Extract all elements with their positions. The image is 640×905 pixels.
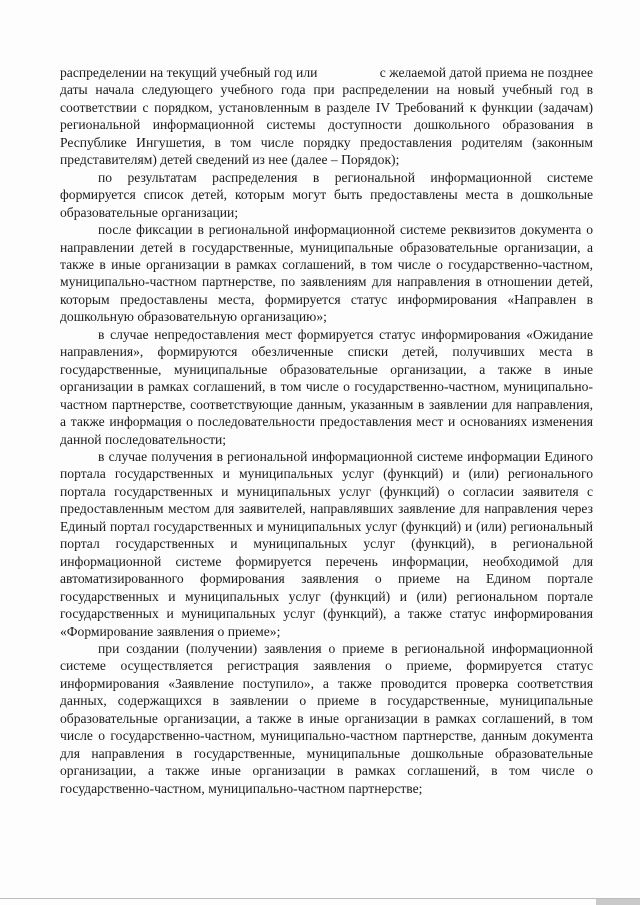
scan-corner-shadow [596,899,640,905]
paragraph-continuation: распределении на текущий учебный год или с желаемой датой приема не позднее даты начала следующего учебного года при распределении на новый учебный год в соответствии с порядком, установленным в разделе IV Требований к функции (задачам) региональной информационной системы доступности дошкольного образования в Республике Ингушетия, в том числе порядку предоставления родителям (законным представителям) детей сведений из нее (далее – Порядок); [60,65,597,168]
paragraph-distribution-list: по результатам распределения в региональной информационной системе формируется список детей, которым могут быть предоставлены места в дошкольные образовательные организации; [60,169,593,220]
paragraph-status-directed: после фиксации в региональной информационной системе реквизитов документа о направлении детей в государственные, муниципальные образовательные организации, а также в иные организации в рамках соглашений, в том числе о государственно-частном, муниципально-частном партнерстве, по заявлениям для направления в отношении детей, которым предоставлены места, формируется статус информирования «Направлен в дошкольную образовательную организацию»; [60,222,593,325]
scan-bottom-edge [0,898,640,899]
paragraph-application-received: при создании (получении) заявления о приеме в региональной информационной системе осуществляется регистрация заявления о приеме, формируется статус информирования «Заявление поступило», а также проводится проверка соответствия данных, содержащихся в заявлении о приеме в государственные, муниципальные образовательные организации, а также в иные организации в рамках соглашений, в том числе о государственно-частном, муниципально-частном партнерстве, данным документа для направления в государственные, муниципальные дошкольные образовательные организации, а также иные организации в рамках соглашений, в том числе о государственно-частном, муниципально-частном партнерстве; [60,640,593,796]
paragraph-consent-portal: в случае получения в региональной информационной системе информации Единого портала государственных и муниципальных услуг (функций) и (или) регионального портала государственных и муниципальных услуг (функций) о согласии заявителя с предоставленным местом для заявителей, направлявших заявление для направления через Единый портал государственных и муниципальных услуг (функций) и (или) региональный портал государственных и муниципальных услуг (функций), в региональной информационной системе формируется перечень информации, необходимой для автоматизированного формирования заявления о приеме на Едином портале государственных и муниципальных услуг (функций) и (или) региональном портале государственных и муниципальных услуг (функций), а также статус информирования «Формирование заявления о приеме»; [60,448,593,639]
paragraph-status-waiting: в случае непредоставления мест формируется статус информирования «Ожидание направления», формируются обезличенные списки детей, получивших места в государственные, муниципальные образовательные организации, а также в иные организации в рамках соглашений, в том числе о государственно-частном, муниципально-частном партнерстве, соответствующие данным, указанным в заявлении для направления, а также информация о последовательности предоставления мест и основаниях изменения данной последовательности; [60,326,593,447]
document-body [60,64,597,797]
